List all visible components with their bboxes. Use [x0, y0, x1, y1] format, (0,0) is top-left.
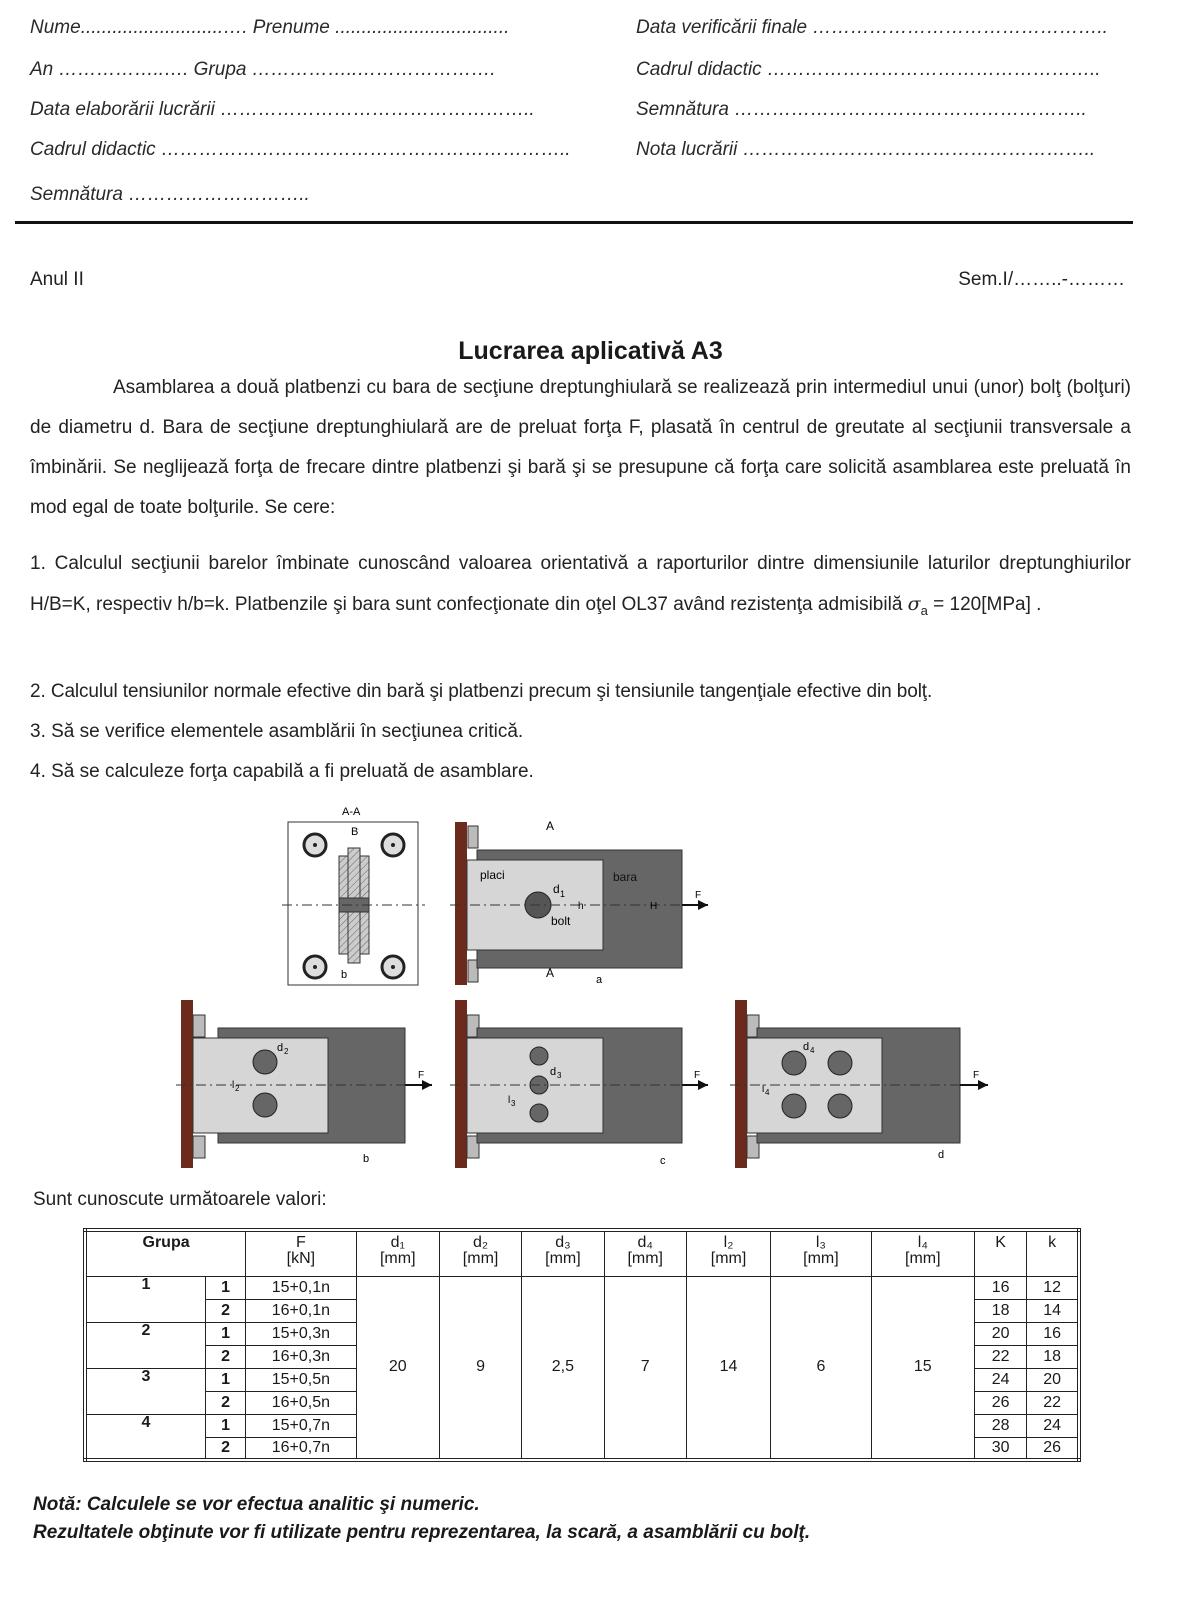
- field-semnatura-right: Semnătura ………………………………………………..: [636, 99, 1087, 120]
- requirement-1: 1. Calculul secţiunii barelor îmbinate cunoscând valoarea orientativă a raporturilor dintre dimensiunile laturilor dreptunghiurilor H/B=K, respectiv h/b=k. Platbenzile şi bara sunt confecţionate din oţel OL37 având rezistenţa admisibilă $\sigma_a = 120[MPa]$ .: [30, 553, 1131, 618]
- known-values-label: Sunt cunoscute următoarele valori:: [33, 1189, 327, 1210]
- svg-text:B: B: [351, 826, 359, 838]
- year-label: Anul II: [30, 269, 84, 290]
- svg-text:F: F: [695, 890, 702, 901]
- field-cadrul-didactic-right: Cadrul didactic ……………………………………………..: [636, 59, 1101, 80]
- field-cadrul-didactic-left: Cadrul didactic ………………………………………………………..: [30, 139, 571, 160]
- header-l4: l₄ [mm]: [871, 1230, 974, 1276]
- svg-text:placi: placi: [480, 868, 505, 882]
- svg-text:d: d: [803, 1041, 810, 1053]
- table-header-row: [85, 1230, 1079, 1276]
- table-row: 1 1 15+0,1n 20 9 2,5 7 14 6 15 16 12: [85, 1276, 1079, 1299]
- svg-text:H: H: [650, 901, 658, 912]
- header-l2: l₂ [mm]: [686, 1230, 770, 1276]
- field-data-verificarii: Data verificării finale ………………………………………..: [636, 17, 1108, 38]
- header-l3: l₃ [mm]: [771, 1230, 871, 1276]
- svg-text:d: d: [938, 1149, 945, 1161]
- field-an-grupa: An ……………..…. Grupa ……………..………………….: [30, 59, 496, 80]
- note-line-1: Notă: Calculele se vor efectua analitic şi numeric.: [33, 1494, 480, 1515]
- svg-text:A: A: [546, 966, 555, 980]
- table-row: 2 16+0,1n 18 14: [85, 1299, 1079, 1322]
- svg-text:4: 4: [765, 1088, 770, 1097]
- svg-text:F: F: [418, 1070, 425, 1081]
- svg-text:A-A: A-A: [342, 806, 361, 818]
- svg-text:2: 2: [284, 1047, 289, 1056]
- section-view-a-a: [282, 806, 425, 985]
- table-row: 2 16+0,5n 26 22: [85, 1391, 1079, 1414]
- svg-text:A: A: [546, 819, 555, 833]
- header-d3: d₃ [mm]: [522, 1230, 604, 1276]
- header-d4: d₄ [mm]: [604, 1230, 686, 1276]
- svg-text:F: F: [694, 1070, 701, 1081]
- intro-paragraph: Asamblarea a două platbenzi cu bara de secţiune dreptunghiulară se realizează prin intermediul unui (unor) bolţ (bolţuri) de diametru d. Bara de secţiune dreptunghiulară are de preluat forţa F, plasată în centrul de greutate al secţiunii transversale a îmbinării. Se neglijează forţa de frecare dintre platbenzi şi bară şi se presupune că forţa care solicită asamblarea este preluată în mod egal de toate bolţurile. Se cere:: [30, 377, 1131, 518]
- svg-text:d: d: [277, 1042, 284, 1054]
- diagram-a-single-bolt: [450, 819, 708, 986]
- svg-text:bara: bara: [613, 870, 638, 884]
- table-row: 2 16+0,7n 30 26: [85, 1437, 1079, 1460]
- header-d1: d₁ [mm]: [356, 1230, 439, 1276]
- svg-text:l: l: [508, 1095, 511, 1106]
- field-nume-prenume: Nume...........................…. Prenume .................................: [30, 17, 510, 38]
- svg-text:F: F: [973, 1070, 980, 1081]
- svg-text:c: c: [660, 1155, 666, 1167]
- requirement-3: 3. Să se verifice elementele asamblării în secţiunea critică.: [30, 721, 524, 742]
- diagram-c-three-bolts: [450, 1000, 708, 1168]
- header-d2: d₂ [mm]: [439, 1230, 521, 1276]
- requirement-4: 4. Să se calculeze forţa capabilă a fi preluată de asamblare.: [30, 761, 534, 782]
- field-semnatura-left: Semnătura ………………………..: [30, 184, 310, 205]
- svg-text:b: b: [341, 969, 348, 981]
- svg-text:3: 3: [557, 1071, 562, 1080]
- header-K: K: [975, 1230, 1027, 1276]
- semester-label: Sem.I/……..-………: [958, 269, 1125, 290]
- diagram-b-two-bolts: [176, 1000, 432, 1168]
- table-row: 3 1 15+0,5n 24 20: [85, 1368, 1079, 1391]
- svg-text:b: b: [363, 1153, 370, 1165]
- header-k: k: [1027, 1230, 1079, 1276]
- header-f: F [kN]: [246, 1230, 356, 1276]
- svg-text:h: h: [578, 901, 584, 912]
- table-row: 2 16+0,3n 22 18: [85, 1345, 1079, 1368]
- requirement-2: 2. Calculul tensiunilor normale efective din bară şi platbenzi precum şi tensiunile tangenţiale efective din bolţ.: [30, 681, 933, 702]
- svg-text:bolt: bolt: [551, 914, 571, 928]
- note-line-2: Rezultatele obţinute vor fi utilizate pentru reprezentarea, la scară, a asamblării cu bolţ.: [33, 1522, 811, 1543]
- table-row: 2 1 15+0,3n 20 16: [85, 1322, 1079, 1345]
- svg-text:2: 2: [235, 1084, 240, 1093]
- values-table: [83, 1228, 1081, 1462]
- svg-text:a: a: [596, 974, 603, 986]
- svg-text:1: 1: [560, 889, 566, 899]
- page-title: Lucrarea aplicativă A3: [458, 337, 723, 365]
- svg-text:l: l: [762, 1084, 765, 1095]
- svg-text:d: d: [553, 882, 560, 896]
- field-data-elaborarii: Data elaborării lucrării …………………………………………..: [30, 99, 535, 120]
- svg-text:d: d: [550, 1066, 557, 1078]
- diagram-d-four-bolts: [730, 1000, 988, 1168]
- svg-text:l: l: [232, 1080, 235, 1091]
- table-row: 4 1 15+0,7n 28 24: [85, 1414, 1079, 1437]
- field-nota-lucrarii: Nota lucrării ………………………………………………..: [636, 139, 1096, 160]
- svg-text:3: 3: [511, 1099, 516, 1108]
- header-grupa: Grupa: [85, 1230, 246, 1276]
- svg-text:4: 4: [810, 1046, 815, 1055]
